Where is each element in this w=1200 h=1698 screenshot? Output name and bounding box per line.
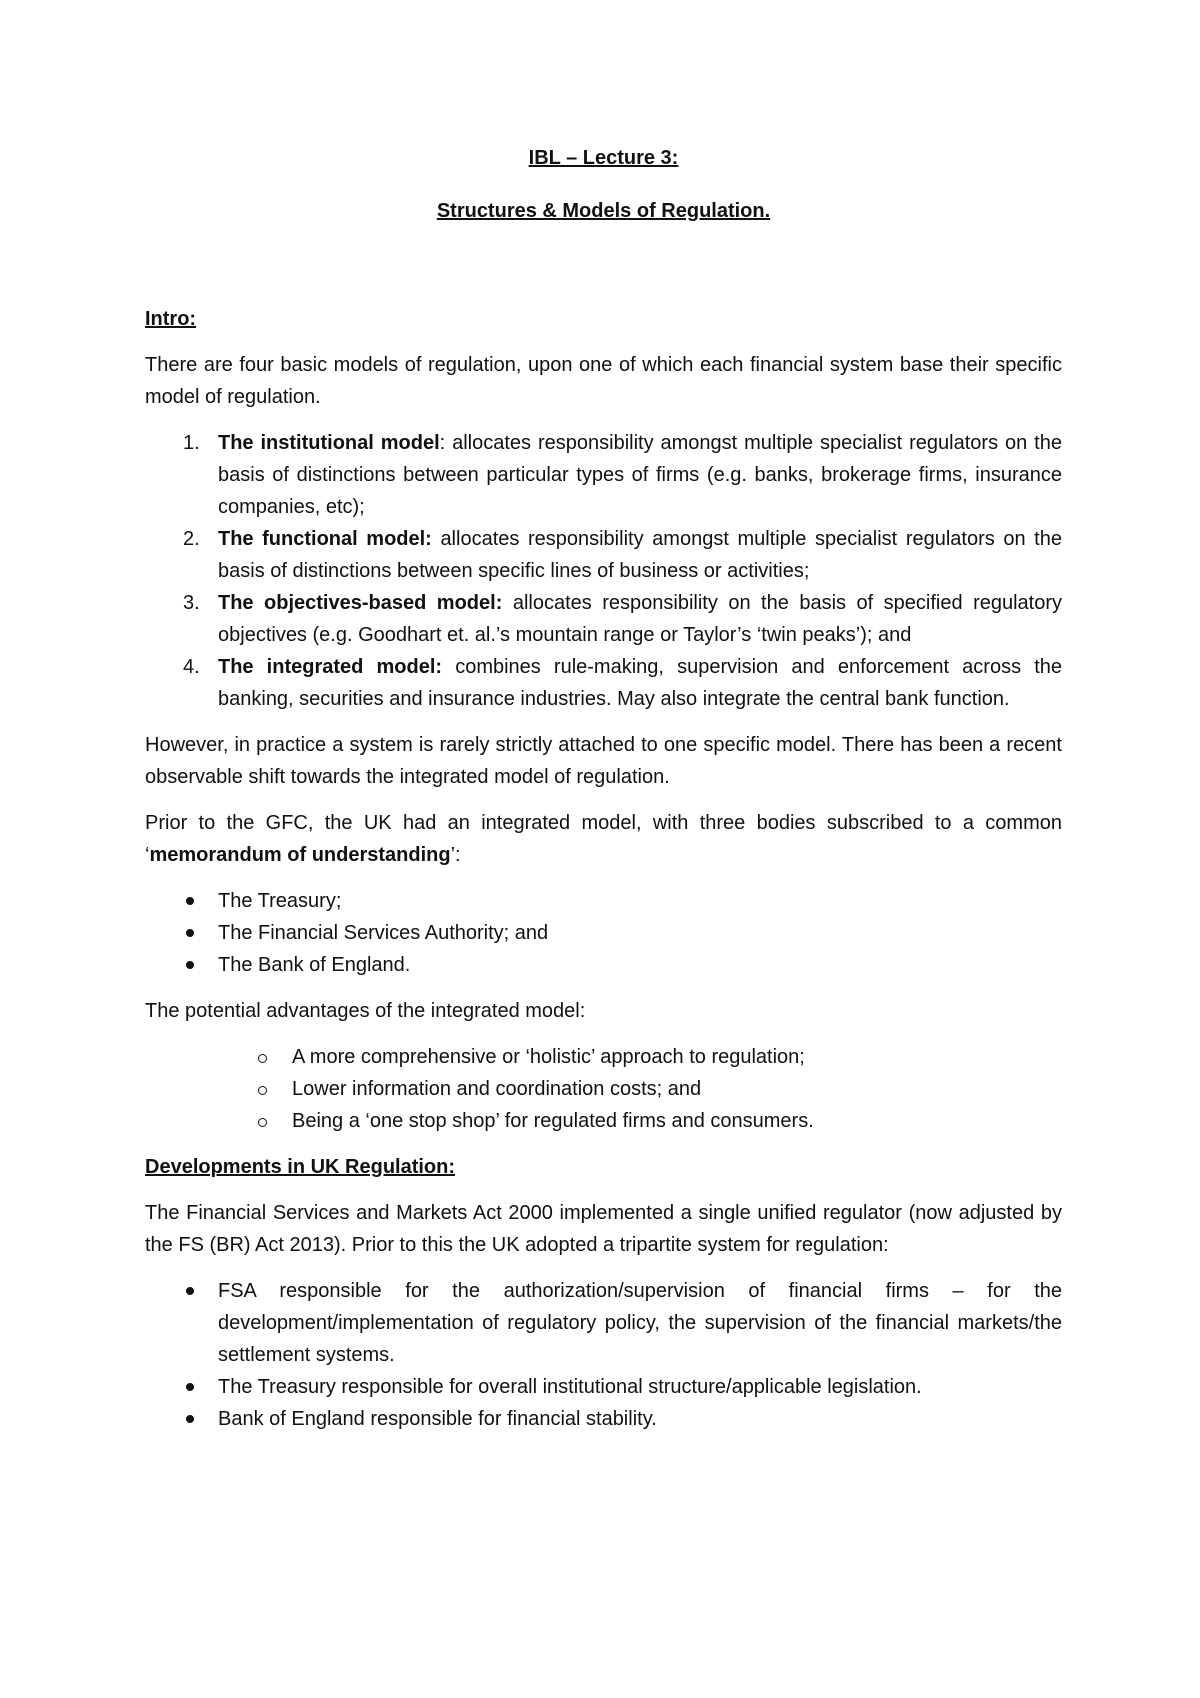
list-item: The Treasury responsible for overall institutional structure/applicable legislation.	[145, 1371, 1062, 1403]
intro-heading: Intro:	[145, 308, 197, 330]
list-number: 4.	[183, 656, 200, 678]
model-name: The institutional model	[218, 432, 440, 454]
model-description: allocates responsibility on the basis of specified regulatory objectives (e.g. Goodhart et. al.’s mountain range or Taylor’s ‘twin peaks’); and	[218, 592, 1063, 646]
list-item: A more comprehensive or ‘holistic’ approach to regulation;	[145, 1041, 1062, 1073]
list-item: Being a ‘one stop shop’ for regulated firms and consumers.	[145, 1105, 1062, 1137]
list-item	[145, 587, 1062, 651]
circle-bullet-icon	[258, 1054, 267, 1063]
developments-heading: Developments in UK Regulation:	[145, 1156, 456, 1178]
bullet-icon	[186, 929, 194, 937]
list-item: FSA responsible for the authorization/supervision of financial firms – for the development/implementation of regulatory policy, the supervision of the financial markets/the settlement systems.	[145, 1275, 1062, 1371]
list-number: 3.	[183, 592, 200, 614]
intro-paragraph: There are four basic models of regulation, upon one of which each financial system base their specific model of regulation.	[145, 354, 1062, 408]
memorandum-term: memorandum of understanding	[149, 844, 451, 866]
developments-paragraph: The Financial Services and Markets Act 2000 implemented a single unified regulator (now adjusted by the FS (BR) Act 2013). Prior to this the UK adopted a tripartite system for regulation:	[145, 1202, 1062, 1256]
list-item	[145, 523, 1062, 587]
list-item: The Bank of England.	[145, 949, 1062, 981]
bullet-icon	[186, 897, 194, 905]
list-number: 1.	[183, 432, 200, 454]
model-name: The objectives-based model:	[218, 592, 503, 614]
bodies-list	[145, 885, 1062, 981]
list-number: 2.	[183, 528, 200, 550]
list-item: The Treasury;	[145, 885, 1062, 917]
model-description: allocates responsibility amongst multiple specialist regulators on the basis of distinctions between particular types of firms (e.g. banks, brokerage firms, insurance companies, etc);	[218, 432, 1062, 518]
model-description: allocates responsibility amongst multiple specialist regulators on the basis of distinctions between specific lines of business or activities;	[218, 528, 1062, 582]
document-title: IBL – Lecture 3:	[528, 147, 679, 169]
tripartite-list	[145, 1275, 1062, 1435]
model-name: The integrated model:	[218, 656, 443, 678]
bullet-icon	[186, 961, 194, 969]
advantages-lead: The potential advantages of the integrated model:	[145, 1000, 586, 1022]
bullet-icon	[186, 1383, 194, 1391]
models-list	[145, 427, 1062, 715]
model-description: combines rule-making, supervision and enforcement across the banking, securities and insurance industries. May also integrate the central bank function.	[218, 656, 1063, 710]
document-subtitle: Structures & Models of Regulation.	[436, 200, 771, 222]
however-paragraph: However, in practice a system is rarely strictly attached to one specific model. There has been a recent observable shift towards the integrated model of regulation.	[145, 734, 1062, 788]
bullet-icon	[186, 1287, 194, 1295]
circle-bullet-icon	[258, 1118, 267, 1127]
list-item: Lower information and coordination costs; and	[145, 1073, 1062, 1105]
list-item: 1. The institutional model: allocates responsibility amongst multiple specialist regulators on the basis of distinctions between particular types of firms (e.g. banks, brokerage firms, insurance companies, etc);	[145, 427, 1062, 523]
list-item: Bank of England responsible for financial stability.	[145, 1403, 1062, 1435]
model-name: The functional model:	[218, 528, 432, 550]
list-item: The Financial Services Authority; and	[145, 917, 1062, 949]
list-item	[145, 651, 1062, 715]
prior-paragraph: Prior to the GFC, the UK had an integrated model, with three bodies subscribed to a common ‘memorandum of understanding’:	[145, 812, 1062, 866]
advantages-list	[145, 1041, 1062, 1137]
circle-bullet-icon	[258, 1086, 267, 1095]
bullet-icon	[186, 1415, 194, 1423]
